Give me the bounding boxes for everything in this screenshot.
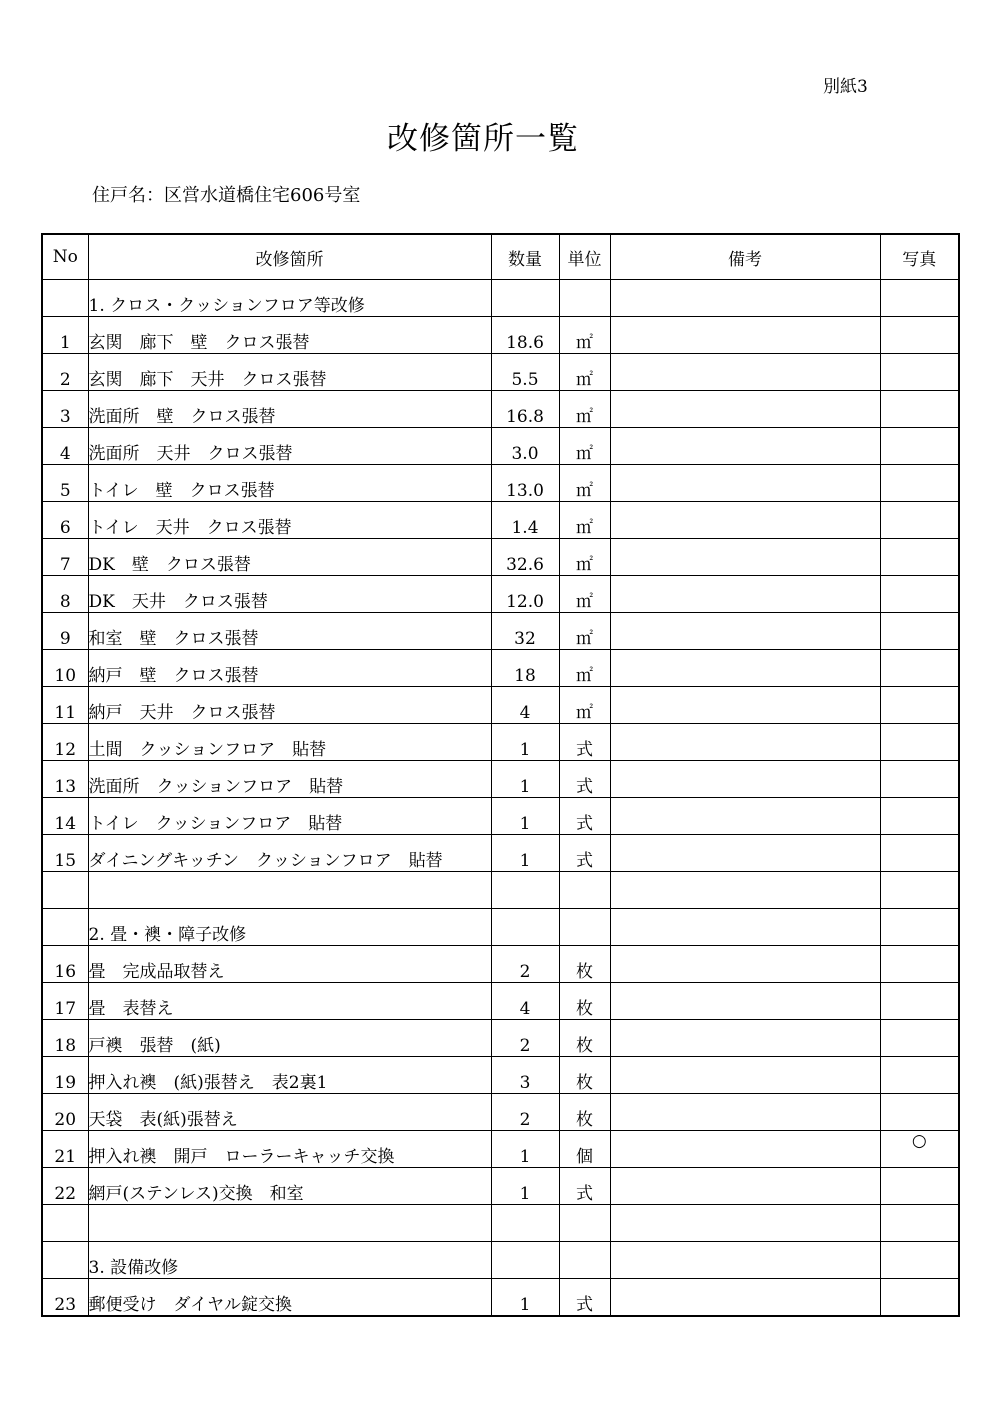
row-quantity: 18.6 [491, 317, 559, 354]
row-quantity: 12.0 [491, 576, 559, 613]
row-quantity [491, 280, 559, 317]
row-unit [559, 909, 610, 946]
row-unit: ㎡ [559, 391, 610, 428]
row-location: DK 壁 クロス張替 [88, 539, 491, 576]
row-unit: 式 [559, 835, 610, 872]
table-row [42, 613, 959, 650]
row-location: 戸襖 張替 (紙) [88, 1020, 491, 1057]
row-remarks [610, 1168, 880, 1205]
row-location: 押入れ襖 開戸 ローラーキャッチ交換 [88, 1131, 491, 1168]
row-photo [880, 872, 959, 909]
row-number: 22 [42, 1168, 88, 1205]
row-photo [880, 983, 959, 1020]
header-photo: 写真 [880, 234, 959, 280]
row-remarks [610, 280, 880, 317]
row-quantity: 2 [491, 1020, 559, 1057]
row-number: 23 [42, 1279, 88, 1317]
row-location: 押入れ襖 (紙)張替え 表2裏1 [88, 1057, 491, 1094]
row-photo [880, 1205, 959, 1242]
row-photo [880, 1242, 959, 1279]
table-row [42, 761, 959, 798]
row-unit: ㎡ [559, 317, 610, 354]
row-unit: ㎡ [559, 613, 610, 650]
table-row [42, 1242, 959, 1279]
row-photo [880, 280, 959, 317]
row-remarks [610, 1094, 880, 1131]
row-number [42, 909, 88, 946]
row-quantity [491, 1205, 559, 1242]
row-photo [880, 465, 959, 502]
table-row [42, 280, 959, 317]
table-row [42, 946, 959, 983]
page-title: 改修箇所一覧 [387, 121, 579, 157]
row-number: 4 [42, 428, 88, 465]
row-unit: 枚 [559, 983, 610, 1020]
header-remarks: 備考 [610, 234, 880, 280]
table-row [42, 798, 959, 835]
row-remarks [610, 872, 880, 909]
table-row [42, 909, 959, 946]
row-location: 郵便受け ダイヤル錠交換 [88, 1279, 491, 1317]
header-no: No [42, 234, 88, 280]
table-row [42, 1057, 959, 1094]
row-photo [880, 1020, 959, 1057]
row-number: 8 [42, 576, 88, 613]
table-row [42, 1205, 959, 1242]
row-photo [880, 1094, 959, 1131]
table-row [42, 465, 959, 502]
row-number: 14 [42, 798, 88, 835]
table-row [42, 576, 959, 613]
row-photo [880, 650, 959, 687]
row-number: 19 [42, 1057, 88, 1094]
row-quantity: 1 [491, 761, 559, 798]
row-location: 洗面所 クッションフロア 貼替 [88, 761, 491, 798]
row-quantity: 16.8 [491, 391, 559, 428]
row-remarks [610, 613, 880, 650]
header-quantity: 数量 [491, 234, 559, 280]
row-quantity: 3 [491, 1057, 559, 1094]
row-remarks [610, 687, 880, 724]
row-quantity: 2 [491, 1094, 559, 1131]
row-unit: ㎡ [559, 539, 610, 576]
row-quantity: 32.6 [491, 539, 559, 576]
row-photo [880, 946, 959, 983]
row-quantity: 1.4 [491, 502, 559, 539]
row-remarks [610, 650, 880, 687]
row-unit: 式 [559, 724, 610, 761]
row-number: 3 [42, 391, 88, 428]
row-location: 和室 壁 クロス張替 [88, 613, 491, 650]
row-unit: 枚 [559, 1057, 610, 1094]
row-number [42, 1242, 88, 1279]
row-remarks [610, 502, 880, 539]
row-remarks [610, 835, 880, 872]
row-quantity: 4 [491, 983, 559, 1020]
row-photo [880, 1279, 959, 1317]
row-remarks [610, 391, 880, 428]
unit-name: 住戸名：区営水道橋住宅606号室 [92, 185, 361, 206]
row-photo [880, 391, 959, 428]
table-row [42, 1168, 959, 1205]
row-remarks [610, 576, 880, 613]
row-number: 2 [42, 354, 88, 391]
row-remarks [610, 946, 880, 983]
row-quantity: 32 [491, 613, 559, 650]
row-number [42, 1205, 88, 1242]
row-unit: ㎡ [559, 354, 610, 391]
table-row [42, 317, 959, 354]
row-photo [880, 798, 959, 835]
row-photo [880, 1057, 959, 1094]
row-remarks [610, 539, 880, 576]
row-location: 納戸 天井 クロス張替 [88, 687, 491, 724]
row-photo: ○ [880, 1131, 959, 1168]
row-unit: 枚 [559, 1094, 610, 1131]
row-unit: ㎡ [559, 576, 610, 613]
row-number: 17 [42, 983, 88, 1020]
table-row [42, 1094, 959, 1131]
row-remarks [610, 909, 880, 946]
row-number: 18 [42, 1020, 88, 1057]
row-unit: ㎡ [559, 428, 610, 465]
row-unit [559, 872, 610, 909]
row-unit [559, 1242, 610, 1279]
row-remarks [610, 317, 880, 354]
row-unit: ㎡ [559, 687, 610, 724]
row-remarks [610, 724, 880, 761]
row-unit: 式 [559, 1279, 610, 1317]
row-location: 畳 完成品取替え [88, 946, 491, 983]
row-quantity [491, 909, 559, 946]
row-quantity: 13.0 [491, 465, 559, 502]
row-photo [880, 724, 959, 761]
row-quantity: 18 [491, 650, 559, 687]
row-location: 洗面所 壁 クロス張替 [88, 391, 491, 428]
header-location: 改修箇所 [88, 234, 491, 280]
row-location: 畳 表替え [88, 983, 491, 1020]
row-photo [880, 317, 959, 354]
row-remarks [610, 798, 880, 835]
table-body [42, 280, 959, 1317]
table-header-row [42, 234, 959, 280]
row-quantity: 1 [491, 1168, 559, 1205]
row-location: 2. 畳・襖・障子改修 [88, 909, 491, 946]
row-number: 11 [42, 687, 88, 724]
attachment-label: 別紙3 [823, 77, 868, 97]
row-photo [880, 428, 959, 465]
table-row [42, 872, 959, 909]
row-number: 1 [42, 317, 88, 354]
row-photo [880, 687, 959, 724]
row-number: 13 [42, 761, 88, 798]
row-unit: 個 [559, 1131, 610, 1168]
row-number: 6 [42, 502, 88, 539]
table-row [42, 650, 959, 687]
row-unit: 枚 [559, 1020, 610, 1057]
row-photo [880, 539, 959, 576]
row-quantity: 4 [491, 687, 559, 724]
row-quantity: 1 [491, 798, 559, 835]
table-row [42, 502, 959, 539]
row-location: 天袋 表(紙)張替え [88, 1094, 491, 1131]
row-unit: ㎡ [559, 502, 610, 539]
row-number: 21 [42, 1131, 88, 1168]
table-row [42, 391, 959, 428]
table-row [42, 354, 959, 391]
row-photo [880, 835, 959, 872]
table-row [42, 724, 959, 761]
row-number [42, 280, 88, 317]
row-location: 洗面所 天井 クロス張替 [88, 428, 491, 465]
row-location [88, 1205, 491, 1242]
table-row [42, 1020, 959, 1057]
row-number: 20 [42, 1094, 88, 1131]
row-location: 3. 設備改修 [88, 1242, 491, 1279]
row-quantity [491, 872, 559, 909]
row-unit [559, 280, 610, 317]
row-remarks [610, 1020, 880, 1057]
row-unit: ㎡ [559, 650, 610, 687]
row-unit: 枚 [559, 946, 610, 983]
row-location: 1. クロス・クッションフロア等改修 [88, 280, 491, 317]
row-location: 土間 クッションフロア 貼替 [88, 724, 491, 761]
table-row [42, 835, 959, 872]
row-location: 玄関 廊下 壁 クロス張替 [88, 317, 491, 354]
header-unit: 単位 [559, 234, 610, 280]
row-number: 7 [42, 539, 88, 576]
row-quantity: 1 [491, 1131, 559, 1168]
row-remarks [610, 983, 880, 1020]
row-location: 納戸 壁 クロス張替 [88, 650, 491, 687]
row-photo [880, 354, 959, 391]
row-remarks [610, 1131, 880, 1168]
table-row [42, 983, 959, 1020]
row-remarks [610, 1057, 880, 1094]
row-photo [880, 909, 959, 946]
row-unit: ㎡ [559, 465, 610, 502]
row-unit: 式 [559, 798, 610, 835]
table-row [42, 1131, 959, 1168]
row-number: 10 [42, 650, 88, 687]
row-location: DK 天井 クロス張替 [88, 576, 491, 613]
row-remarks [610, 1242, 880, 1279]
row-location: トイレ 壁 クロス張替 [88, 465, 491, 502]
row-photo [880, 502, 959, 539]
row-quantity: 1 [491, 1279, 559, 1317]
row-quantity: 1 [491, 835, 559, 872]
row-location: ダイニングキッチン クッションフロア 貼替 [88, 835, 491, 872]
table-row [42, 428, 959, 465]
row-location: トイレ 天井 クロス張替 [88, 502, 491, 539]
row-location [88, 872, 491, 909]
row-remarks [610, 354, 880, 391]
row-remarks [610, 428, 880, 465]
row-remarks [610, 1279, 880, 1317]
row-number: 12 [42, 724, 88, 761]
row-number: 5 [42, 465, 88, 502]
row-unit [559, 1205, 610, 1242]
table-row [42, 687, 959, 724]
row-remarks [610, 1205, 880, 1242]
row-photo [880, 1168, 959, 1205]
table-row [42, 539, 959, 576]
renovation-table [41, 233, 960, 1317]
row-remarks [610, 465, 880, 502]
row-quantity [491, 1242, 559, 1279]
row-unit: 式 [559, 761, 610, 798]
row-location: トイレ クッションフロア 貼替 [88, 798, 491, 835]
row-quantity: 2 [491, 946, 559, 983]
row-number: 9 [42, 613, 88, 650]
row-unit: 式 [559, 1168, 610, 1205]
row-location: 玄関 廊下 天井 クロス張替 [88, 354, 491, 391]
row-remarks [610, 761, 880, 798]
row-photo [880, 761, 959, 798]
row-number [42, 872, 88, 909]
row-quantity: 3.0 [491, 428, 559, 465]
table-row [42, 1279, 959, 1317]
row-quantity: 5.5 [491, 354, 559, 391]
row-number: 16 [42, 946, 88, 983]
row-number: 15 [42, 835, 88, 872]
row-photo [880, 576, 959, 613]
row-location: 網戸(ステンレス)交換 和室 [88, 1168, 491, 1205]
row-photo [880, 613, 959, 650]
row-quantity: 1 [491, 724, 559, 761]
